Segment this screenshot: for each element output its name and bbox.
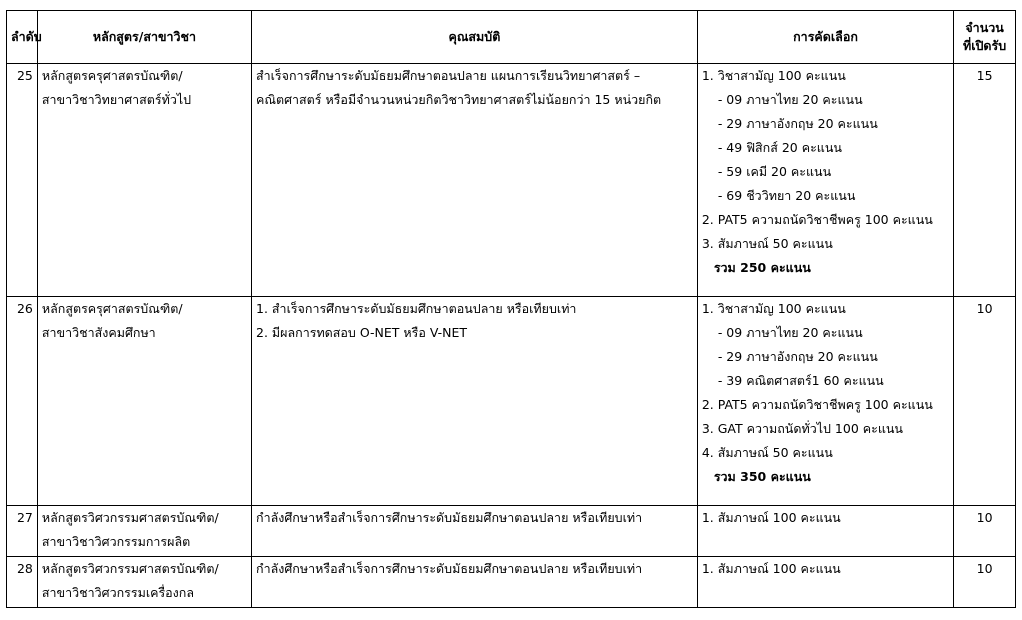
header-no: ลำดับ bbox=[7, 11, 38, 64]
qualification-line: กำลังศึกษาหรือสำเร็จการศึกษาระดับมัธยมศึกษาตอนปลาย หรือเทียบเท่า bbox=[256, 510, 643, 525]
selection-subitem: - 39 คณิตศาสตร์1 60 คะแนน bbox=[717, 373, 884, 388]
qualification-cell bbox=[252, 297, 698, 506]
program-line: หลักสูตรวิศวกรรมศาสตรบัณฑิต/ bbox=[41, 510, 219, 525]
qualification-line: สำเร็จการศึกษาระดับมัธยมศึกษาตอนปลาย แผนการเรียนวิทยาศาสตร์ – bbox=[256, 68, 641, 83]
table-header bbox=[7, 11, 1016, 64]
qualification-line: 2. มีผลการทดสอบ O-NET หรือ V-NET bbox=[256, 325, 468, 340]
selection-subitem: - 29 ภาษาอังกฤษ 20 คะแนน bbox=[717, 116, 878, 131]
selection-subitem: - 29 ภาษาอังกฤษ 20 คะแนน bbox=[717, 349, 878, 364]
qualification-line: คณิตศาสตร์ หรือมีจำนวนหน่วยกิตวิชาวิทยาศาสตร์ไม่น้อยกว่า 15 หน่วยกิต bbox=[256, 92, 662, 107]
selection-item: 2. PAT5 ความถนัดวิชาชีพครู 100 คะแนน bbox=[701, 212, 933, 227]
program-cell bbox=[37, 506, 251, 557]
table-row bbox=[7, 557, 1016, 608]
selection-item: 1. วิชาสามัญ 100 คะแนน bbox=[701, 68, 846, 83]
header-program: หลักสูตร/สาขาวิชา bbox=[37, 11, 251, 64]
selection-item: 2. PAT5 ความถนัดวิชาชีพครู 100 คะแนน bbox=[701, 397, 933, 412]
program-line: หลักสูตรครุศาสตรบัณฑิต/ bbox=[41, 301, 183, 316]
table-row bbox=[7, 506, 1016, 557]
header-seats bbox=[954, 11, 1016, 64]
qualification-line: 1. สำเร็จการศึกษาระดับมัธยมศึกษาตอนปลาย หรือเทียบเท่า bbox=[256, 301, 577, 316]
header-seats-line2: ที่เปิดรับ bbox=[962, 38, 1007, 53]
program-line: หลักสูตรครุศาสตรบัณฑิต/ bbox=[41, 68, 183, 83]
selection-subitem: - 09 ภาษาไทย 20 คะแนน bbox=[717, 325, 863, 340]
seats-cell: 10 bbox=[954, 297, 1016, 506]
row-number: 28 bbox=[7, 557, 38, 608]
selection-item: 1. สัมภาษณ์ 100 คะแนน bbox=[701, 510, 841, 525]
row-number: 25 bbox=[7, 64, 38, 297]
seats-cell: 15 bbox=[954, 64, 1016, 297]
selection-cell bbox=[697, 506, 953, 557]
selection-item: 4. สัมภาษณ์ 50 คะแนน bbox=[701, 445, 833, 460]
selection-subitem: - 59 เคมี 20 คะแนน bbox=[717, 164, 832, 179]
program-line: สาขาวิชาวิทยาศาสตร์ทั่วไป bbox=[41, 92, 192, 107]
selection-item: 3. สัมภาษณ์ 50 คะแนน bbox=[701, 236, 833, 251]
table-row bbox=[7, 64, 1016, 297]
selection-item: 1. สัมภาษณ์ 100 คะแนน bbox=[701, 561, 841, 576]
header-selection: การคัดเลือก bbox=[697, 11, 953, 64]
qualification-line: กำลังศึกษาหรือสำเร็จการศึกษาระดับมัธยมศึกษาตอนปลาย หรือเทียบเท่า bbox=[256, 561, 643, 576]
selection-item: 1. วิชาสามัญ 100 คะแนน bbox=[701, 301, 846, 316]
selection-cell bbox=[697, 64, 953, 297]
selection-cell bbox=[697, 557, 953, 608]
program-cell bbox=[37, 64, 251, 297]
program-line: หลักสูตรวิศวกรรมศาสตรบัณฑิต/ bbox=[41, 561, 219, 576]
seats-cell: 10 bbox=[954, 557, 1016, 608]
program-line: สาขาวิชาสังคมศึกษา bbox=[41, 325, 156, 340]
header-seats-line1: จำนวน bbox=[965, 20, 1004, 35]
table-row bbox=[7, 297, 1016, 506]
program-line: สาขาวิชาวิศวกรรมเครื่องกล bbox=[41, 585, 195, 600]
seats-cell: 10 bbox=[954, 506, 1016, 557]
qualification-cell bbox=[252, 557, 698, 608]
selection-cell bbox=[697, 297, 953, 506]
row-number: 26 bbox=[7, 297, 38, 506]
program-cell bbox=[37, 297, 251, 506]
selection-subitem: - 49 ฟิสิกส์ 20 คะแนน bbox=[717, 140, 842, 155]
program-line: สาขาวิชาวิศวกรรมการผลิต bbox=[41, 534, 191, 549]
program-cell bbox=[37, 557, 251, 608]
qualification-cell bbox=[252, 64, 698, 297]
selection-subitem: - 09 ภาษาไทย 20 คะแนน bbox=[717, 92, 863, 107]
row-number: 27 bbox=[7, 506, 38, 557]
header-qualification: คุณสมบัติ bbox=[252, 11, 698, 64]
selection-total: รวม 250 คะแนน bbox=[713, 260, 811, 275]
selection-total: รวม 350 คะแนน bbox=[713, 469, 811, 484]
selection-item: 3. GAT ความถนัดทั่วไป 100 คะแนน bbox=[701, 421, 903, 436]
selection-subitem: - 69 ชีววิทยา 20 คะแนน bbox=[717, 188, 856, 203]
qualification-cell bbox=[252, 506, 698, 557]
admission-table bbox=[6, 10, 1016, 608]
